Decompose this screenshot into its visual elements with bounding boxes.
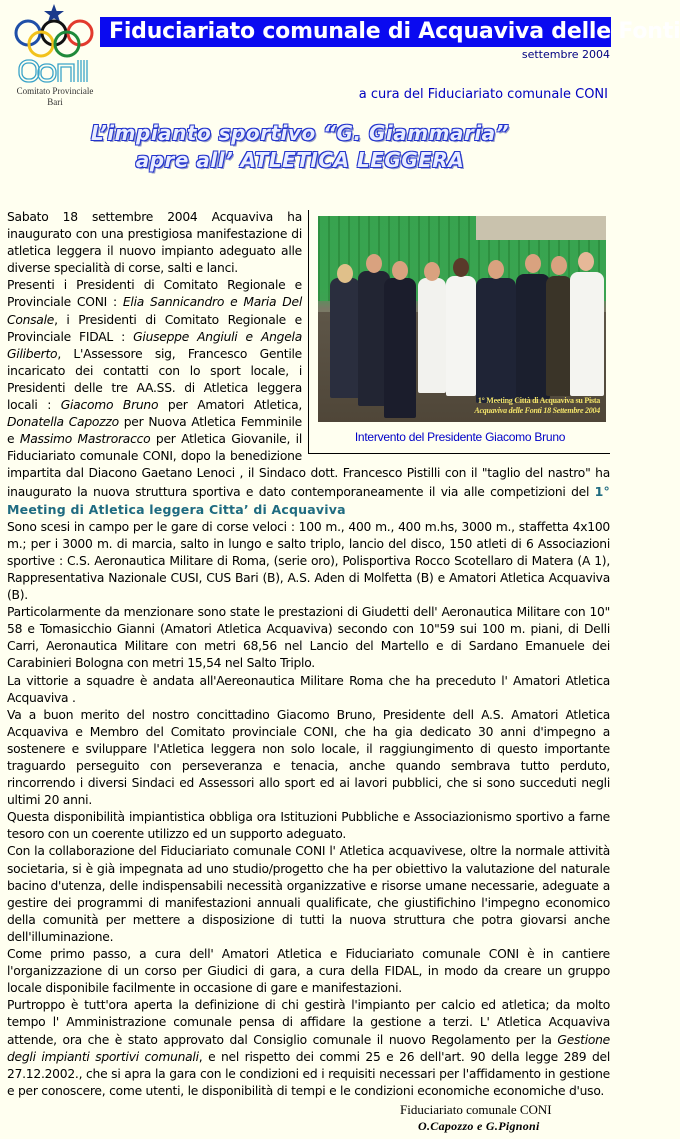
name-text: Elia Sannicandro e Maria Del Consale	[7, 295, 302, 327]
photo-head	[578, 252, 594, 271]
logo-caption	[0, 86, 110, 108]
paragraph: Sono scesi in campo per le gare di corse veloci : 100 m., 400 m., 400 m.hs, 3000 m., staffetta 4x100 m.; per i 3000 m. di marcia, salto in lungo e salto triplo, lancio del disco, 150 atleti di 6 Associazioni sportive : C.S. Aeronautica Militare di Roma, (serie oro), Polisportiva Rocco Scotellaro di Matera (A 1), Rappresentativa Nazionale CUSI, CUS Bari (B), A.S. Aden di Molfetta (B) e Amatori Atletica Acquaviva (B).	[7, 519, 610, 603]
paragraph: Va a buon merito del nostro concittadino Giacomo Bruno, Presidente dell A.S. Amatori Atletica Acquaviva e Membro del Comitato provinciale CONI, che ha gia dedicato 30 anni d'impegno a sostenere e sviluppare l'Atletica leggera non solo locale, il raggiungimento di questo importante traguardo perseguito con perseveranza e tenacia, anche quando sembrava tutto perduto, rincorrendo i diversi Sindaci ed Assessori allo sport ed ai lavori pubblici, che si sono succeduti negli ultimi 20 anni.	[7, 707, 610, 808]
photo-head	[453, 258, 469, 277]
paragraph: Particolarmente da menzionare sono state le prestazioni di Giudetti dell' Aeronautica Militare con 10" 58 e Tomasicchio Gianni (Amatori Atletica Acquaviva) secondo con 10"59 sui 100 m. piani, di Delli Carri, Aeronautica Militare con metri 68,56 nel Lancio del Martello e di Sardano Emanuele dei Carabinieri Bologna con metri 15,54 nel Salto Triplo.	[7, 605, 610, 671]
article-body	[7, 209, 610, 1100]
paragraph: Con la collaborazione del Fiduciariato comunale CONI l' Atletica acquavivese, oltre la normale attività societaria, si è già impegnata ad uno studio/progetto che ha per obiettivo la valutazione del naturale bacino d'utenza, delle indispensabili necessità organizzative e risorse umane necessarie, adeguate a gestire dei programmi di manifestazioni annuali qualificate, che giustifichino l'impegno economico della comunità per mettere a disposizione di tutti la nuova struttura che potra giovarsi anche dell'illuminazione.	[7, 844, 610, 944]
text: per Nuova Atletica Femminile e	[7, 415, 302, 447]
photo-person	[546, 276, 572, 396]
text: , i Presidenti di Comitato Regionale e Provinciale FIDAL :	[7, 312, 302, 344]
headline-line2: apre all’ ATLETICA LEGGERA	[135, 148, 465, 172]
signature-authors: O.Capozzo e G.Pignoni	[418, 1119, 540, 1133]
photo-person	[516, 274, 550, 399]
logo-caption-line2: Bari	[47, 97, 63, 107]
name-text: Giacomo Bruno	[60, 398, 159, 413]
photo-person	[418, 278, 446, 393]
photo-person	[570, 272, 604, 396]
photo-person	[446, 276, 476, 396]
photo-overlay-text	[474, 396, 600, 416]
page-title: Fiduciariato comunale di Acquaviva delle Fonti	[100, 17, 611, 47]
olympic-rings-icon	[8, 2, 100, 86]
paragraph: La vittorie a squadre è andata all'Aereonautica Militare Roma che ha preceduto l' Amatori Atletica Acquaviva .	[7, 673, 610, 705]
text: per Atletica Giovanile, il Fiduciariato comunale CONI, dopo la benedizione impartita dal Diacono Gaetano Lenoci , il Sindaco dott. Francesco Pistilli con il "taglio del nastro" ha inaugurato la nuova struttura sportiva e dato contemporaneamente il via alle competizioni del	[7, 432, 610, 499]
photo-head	[525, 254, 541, 273]
paragraph: Questa disponibilità impiantistica obbliga ora Istituzioni Pubbliche e Associazionismo sportivo a farne tesoro con un coerente utilizzo ed un supporto adeguato.	[7, 810, 610, 842]
event-photo	[318, 216, 606, 422]
headline-line1: L’impianto sportivo “G. Giammaria”	[90, 121, 510, 145]
meeting-highlight: 1° Meeting di Atletica leggera Citta’ di Acquaviva	[7, 483, 610, 517]
photo-overlay-line2: Acquaviva delle Fonti 18 Settembre 2004	[474, 406, 600, 415]
name-text: Giuseppe Angiuli e Angela Giliberto	[7, 329, 303, 361]
photo-overlay-line1: 1° Meeting Città di Acquaviva su Pista	[477, 396, 600, 405]
text: per Amatori Atletica,	[158, 398, 303, 413]
article-headline	[0, 120, 600, 174]
regulation-title: Gestione degli impianti sportivi comunali	[7, 1032, 610, 1064]
photo-head	[551, 256, 567, 275]
photo-figure	[308, 210, 610, 454]
coni-letters-icon	[19, 60, 87, 82]
name-text: Massimo Mastroracco	[19, 432, 151, 447]
signature-org: Fiduciariato comunale CONI	[400, 1102, 552, 1117]
photo-head	[488, 260, 504, 279]
photo-person	[476, 278, 516, 403]
issue-date: settembre 2004	[521, 48, 610, 61]
paragraph	[7, 997, 610, 1100]
photo-head	[392, 261, 408, 280]
photo-person	[330, 278, 360, 398]
photo-head	[424, 262, 440, 281]
text: Presenti i Presidenti di Comitato Regionale e Provinciale CONI :	[7, 278, 302, 310]
curated-by: a cura del Fiduciariato comunale CONI	[358, 87, 608, 102]
logo-caption-line1: Comitato Provinciale	[16, 86, 94, 96]
photo-caption: Intervento del Presidente Giacomo Bruno	[354, 430, 566, 444]
paragraph: Sabato 18 settembre 2004 Acquaviva ha inaugurato con una prestigiosa manifestazione di atletica leggera il nuovo impianto adeguato alle diverse specialità di corse, salti e lanci.	[7, 210, 302, 276]
text: , L'Assessore sig, Francesco Gentile incaricato dei contatti con lo sport locale, i Presidenti delle tre AA.SS. di Atletica leggera locali :	[7, 346, 302, 413]
photo-head	[337, 264, 353, 283]
text: , e nel rispetto dei commi 25 e 26 dell'art. 90 della legge 289 del 27.12.2002., che si apra la gara con le condizioni ed i requisiti necessari per l'affidamento in gestione e per conoscere, come utenti, le disponibilità di tempi e le condizioni economiche economiche d'uso.	[7, 1049, 610, 1098]
paragraph: Come primo passo, a cura dell' Amatori Atletica e Fiduciariato comunale CONI è in cantiere l'organizzazione di un corso per Giudici di gara, a cura della FIDAL, in modo da creare un gruppo locale disponibile facilmente in occasione di gare e manifestazioni.	[7, 947, 610, 996]
photo-person	[384, 278, 416, 418]
name-text: Donatella Capozzo	[7, 415, 119, 430]
photo-building	[476, 216, 606, 240]
photo-head	[366, 254, 382, 273]
text: Purtroppo è tutt'ora aperta la definizione di chi gestirà l'impianto per calcio ed atletica; da molto tempo l' Amministrazione comunale pensa di affidare la gestione a terzi. L' Atletica Acquaviva attende, ora che è stato approvato dal Consiglio comunale il nuovo Regolamento per la	[7, 998, 610, 1047]
